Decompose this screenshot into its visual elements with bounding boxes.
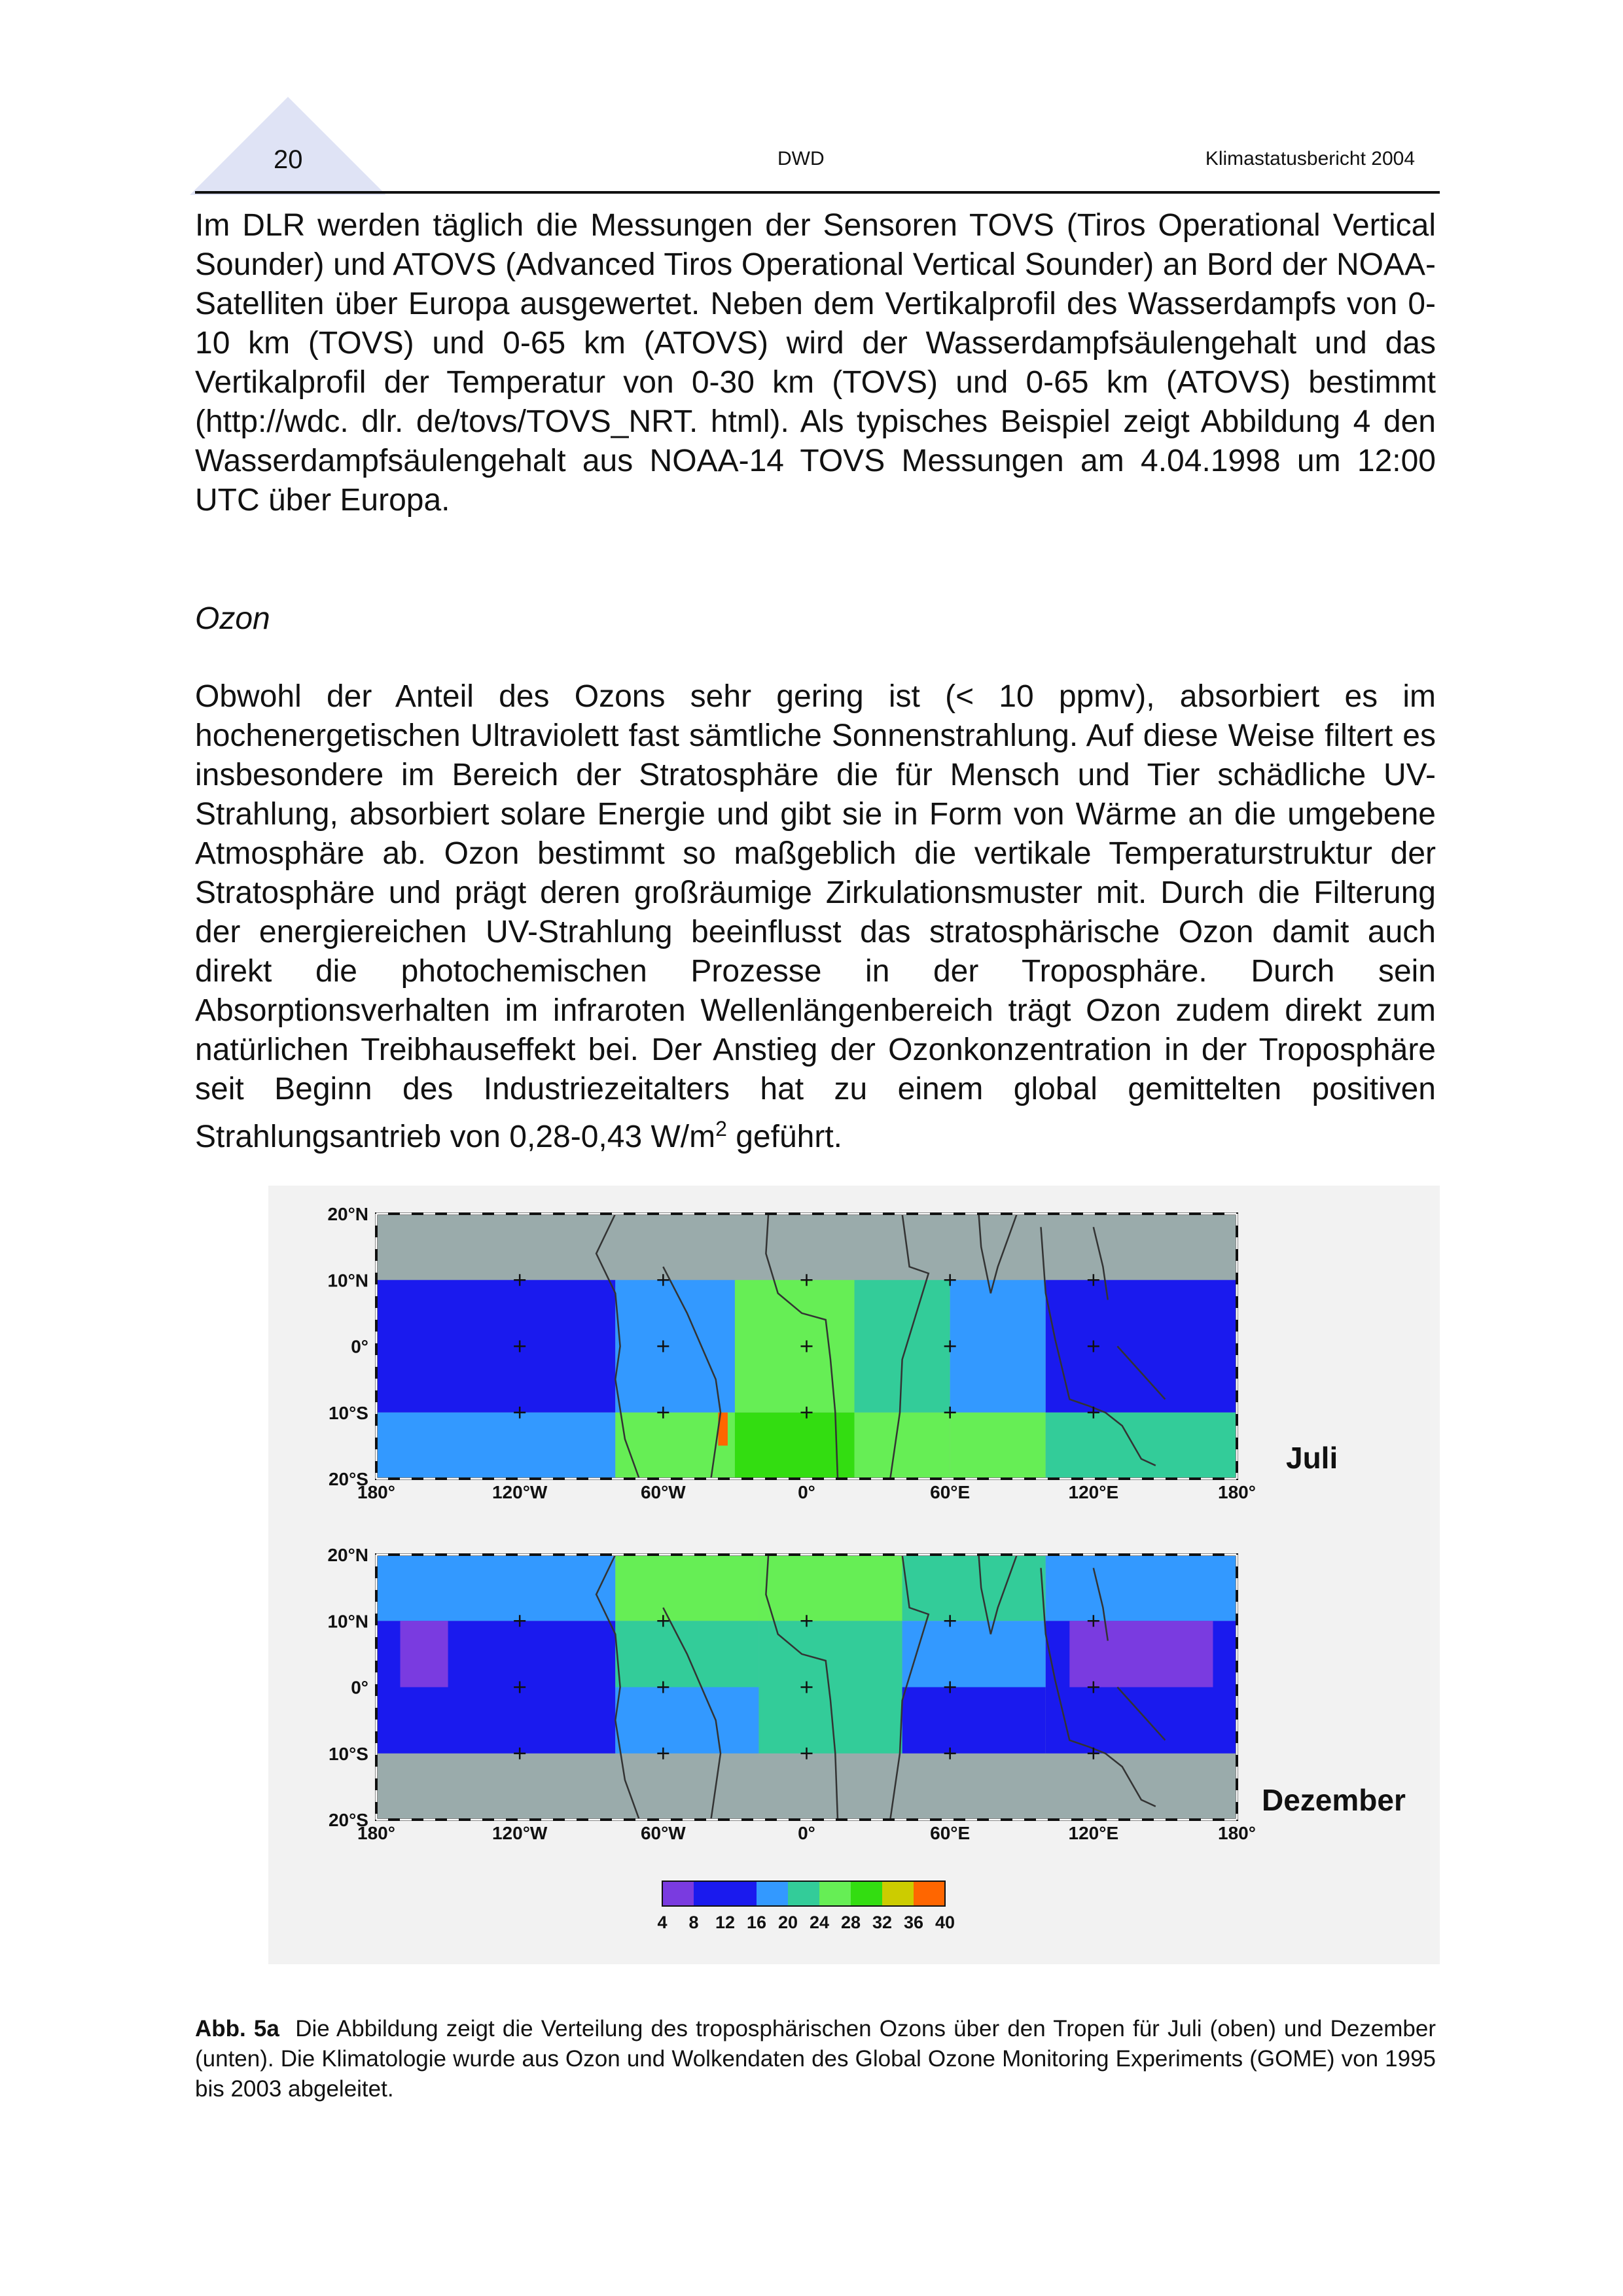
colorbar-tick: 4: [657, 1913, 668, 1932]
ozone-cell: [855, 1280, 950, 1346]
lat-label: 10°S: [328, 1402, 368, 1423]
lat-label: 10°S: [328, 1743, 368, 1764]
lon-label: 120°W: [491, 1482, 548, 1502]
lon-label: 60°E: [930, 1823, 971, 1843]
lon-label: 180°: [357, 1482, 395, 1502]
ozone-cell: [950, 1347, 1046, 1413]
lon-label: 120°E: [1068, 1823, 1119, 1843]
colorbar-tick: 8: [688, 1913, 699, 1932]
ozone-cell: [1046, 1280, 1237, 1346]
paragraph-ozon-tail: geführt.: [726, 1120, 842, 1154]
colorbar-tick: 36: [903, 1913, 924, 1932]
lon-label: 180°: [1218, 1482, 1256, 1502]
paragraph-ozon-text: Obwohl der Anteil des Ozons sehr gering ist (< 10 ppmv), absorbiert es im hochenergetischen Ultraviolett fast sämtliche Sonnenstrahlung. Auf diese Weise filtert es insbesondere im Bereich der Stratosphäre die für Mensch und Tier schädliche UV-Strahlung, absorbiert solare Energie und gibt sie in Form von Wärme an die umgebene Atmosphäre ab. Ozon bestimmt so maßgeblich die vertikale Temperaturstruktur der Stratosphäre und prägt deren großräumige Zirkulationsmuster mit. Durch die Filterung der energiereichen UV-Strahlung beeinflusst das stratosphärische Ozon damit auch direkt die photochemischen Prozesse in der Troposphäre. Durch sein Absorptionsverhalten im infraroten Wellenlängenbereich trägt Ozon zudem direkt zum natürlichen Treibhauseffekt bei. Der Anstieg der Ozonkonzentration in der Troposphäre seit Beginn des Industriezeitalters hat zu einem global gemittelten positiven Strahlungsantrieb von 0,28-0,43 W/m: [195, 679, 1436, 1154]
ozone-cell: [615, 1413, 735, 1479]
ozone-cell: [615, 1687, 758, 1754]
lon-label: 120°W: [491, 1823, 548, 1843]
ozone-cell: [376, 1555, 615, 1621]
header-rule: [195, 191, 1440, 194]
lat-label: 20°S: [328, 1810, 368, 1830]
panel-label-juli: Juli: [1286, 1441, 1338, 1475]
figure-caption: [195, 2014, 1436, 2104]
colorbar-segment: [914, 1881, 945, 1906]
colorbar-segment: [851, 1881, 882, 1906]
colorbar-tick: 20: [777, 1913, 798, 1932]
ozone-cell: [735, 1280, 855, 1346]
colorbar-segment: [662, 1881, 694, 1906]
ozone-cell: [401, 1621, 448, 1687]
lon-label: 60°W: [640, 1823, 686, 1843]
lat-label: 10°N: [327, 1611, 368, 1632]
ozone-cell: [1046, 1687, 1237, 1754]
ozone-cell: [1046, 1555, 1237, 1621]
ozone-cell: [855, 1413, 950, 1479]
ozone-cell: [1046, 1413, 1237, 1479]
lon-label: 120°E: [1068, 1482, 1119, 1502]
colorbar-segment: [819, 1881, 851, 1906]
colorbar-segment: [694, 1881, 725, 1906]
lon-label: 0°: [798, 1823, 815, 1843]
ozone-cell: [758, 1555, 902, 1621]
colorbar-tick: 24: [809, 1913, 830, 1932]
ozone-cell: [950, 1280, 1046, 1346]
ozone-maps-svg: [268, 1186, 1440, 1964]
lon-label: 180°: [357, 1823, 395, 1843]
ozone-cell: [758, 1621, 902, 1687]
ozone-cell: [615, 1347, 735, 1413]
ozone-cell: [902, 1687, 1046, 1754]
lat-label: 0°: [351, 1677, 368, 1698]
lon-label: 60°E: [930, 1482, 971, 1502]
colorbar-tick: 40: [935, 1913, 955, 1932]
section-heading-ozon: Ozon: [195, 601, 270, 636]
ozone-cell: [376, 1687, 615, 1754]
ozone-cell: [615, 1555, 758, 1621]
paragraph-tovs: Im DLR werden täglich die Messungen der Sensoren TOVS (Tiros Operational Vertical Sounder) und ATOVS (Advanced Tiros Operational Vertical Sounder) an Bord der NOAA-Satelliten über Europa ausgewertet. Neben dem Vertikalprofil des Wasserdampfs von 0-10 km (TOVS) und 0-65 km (ATOVS) wird der Wasserdampfsäulengehalt und das Vertikalprofil der Temperatur von 0-30 km (TOVS) und 0-65 km (ATOVS) bestimmt (http://wdc. dlr. de/tovs/TOVS_NRT. html). Als typisches Beispiel zeigt Abbildung 4 den Wasserdampfsäulengehalt aus NOAA-14 TOVS Messungen am 4.04.1998 um 12:00 UTC über Europa.: [195, 208, 1436, 518]
lat-label: 10°N: [327, 1270, 368, 1291]
colorbar-segment: [788, 1881, 819, 1906]
colorbar-tick: 12: [715, 1913, 736, 1932]
ozone-cell: [855, 1347, 950, 1413]
header-center-text: DWD: [777, 148, 825, 169]
colorbar-segment: [757, 1881, 788, 1906]
lon-label: 180°: [1218, 1823, 1256, 1843]
colorbar-tick: 28: [840, 1913, 861, 1932]
lon-label: 60°W: [640, 1482, 686, 1502]
figure-caption-text: Die Abbildung zeigt die Verteilung des troposphärischen Ozons über den Tropen für Juli (oben) und Dezember (unten). Die Klimatologie wurde aus Ozon und Wolkendaten des Global Ozone Monitoring Experiments (GOME) von 1995 bis 2003 abgeleitet.: [195, 2016, 1436, 2102]
ozone-cell: [376, 1347, 615, 1413]
colorbar-tick: 16: [746, 1913, 767, 1932]
ozone-cell: [902, 1555, 1046, 1621]
ozone-cell: [376, 1280, 615, 1346]
colorbar-tick: 32: [872, 1913, 893, 1932]
ozone-figure: [268, 1186, 1440, 1964]
panel-label-dezember: Dezember: [1262, 1783, 1406, 1817]
lat-label: 20°N: [327, 1204, 368, 1224]
ozone-cell: [376, 1413, 615, 1479]
lat-label: 20°N: [327, 1545, 368, 1565]
lat-label: 20°S: [328, 1469, 368, 1489]
ozone-cell: [950, 1413, 1046, 1479]
paragraph-ozon: [195, 677, 1436, 1157]
ozone-cell: [1046, 1347, 1237, 1413]
header-right-text: Klimastatusbericht 2004: [1205, 148, 1415, 169]
ozone-cell: [735, 1347, 855, 1413]
paragraph-ozon-superscript: 2: [715, 1117, 727, 1140]
page-number: 20: [274, 145, 303, 174]
lat-label: 0°: [351, 1336, 368, 1357]
colorbar-segment: [725, 1881, 757, 1906]
figure-caption-label: Abb. 5a: [195, 2016, 279, 2041]
colorbar-segment: [882, 1881, 914, 1906]
lon-label: 0°: [798, 1482, 815, 1502]
